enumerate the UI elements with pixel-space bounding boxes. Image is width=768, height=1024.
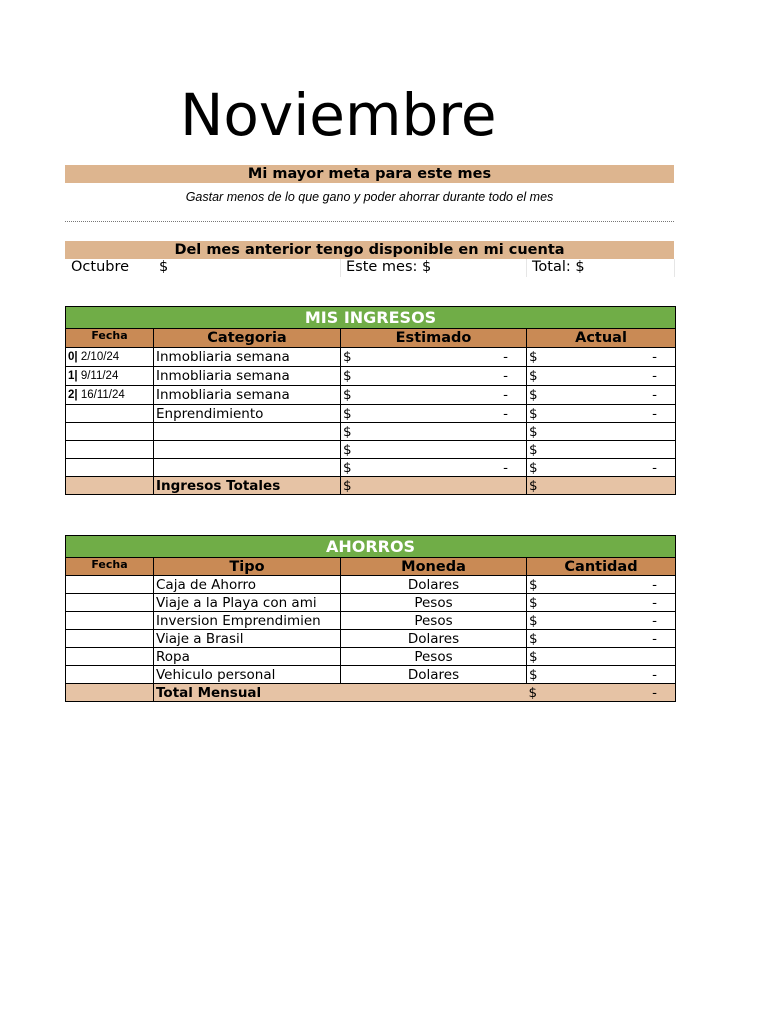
currency-symbol: $ xyxy=(529,459,538,476)
currency-cell: Pesos xyxy=(341,594,527,612)
table-row xyxy=(66,405,676,423)
col-header-category: Categoria xyxy=(154,329,341,348)
col-header-amount: Cantidad xyxy=(527,558,676,576)
amount-value: - xyxy=(503,368,508,384)
category-cell: Inmobliaria semana xyxy=(154,386,341,405)
currency-symbol: $ xyxy=(343,387,352,403)
income-total-actual: $ xyxy=(527,477,676,495)
amount-value: - xyxy=(652,630,658,647)
total-label: Total: $ xyxy=(532,259,585,275)
currency-symbol: $ xyxy=(529,368,538,384)
row-index: 1| xyxy=(68,370,78,382)
currency-symbol: $ xyxy=(529,576,538,593)
type-cell: Caja de Ahorro xyxy=(154,576,341,594)
goal-heading: Mi mayor meta para este mes xyxy=(65,165,674,183)
cell-divider xyxy=(340,259,341,277)
col-header-currency: Moneda xyxy=(341,558,527,576)
amount-value: - xyxy=(652,459,658,476)
date-cell xyxy=(66,441,154,459)
currency-symbol: $ xyxy=(529,594,538,611)
date-cell xyxy=(66,594,154,612)
empty-cell xyxy=(66,684,154,702)
amount-value: - xyxy=(652,666,658,683)
category-cell: Inmobliaria semana xyxy=(154,367,341,386)
table-row xyxy=(66,367,676,386)
estimated-cell xyxy=(341,441,527,459)
date-cell xyxy=(66,666,154,684)
amount-value: - xyxy=(652,405,658,422)
row-index: 2| xyxy=(68,389,78,401)
table-row xyxy=(66,594,676,612)
currency-cell: Dolares xyxy=(341,576,527,594)
category-cell xyxy=(154,423,341,441)
income-total-row xyxy=(66,477,676,495)
currency-symbol: $ xyxy=(343,459,352,476)
previous-heading: Del mes anterior tengo disponible en mi cuenta xyxy=(65,241,674,259)
category-cell xyxy=(154,441,341,459)
row-date: 9/11/24 xyxy=(80,370,119,382)
table-row xyxy=(66,348,676,367)
currency-symbol: $ xyxy=(529,612,538,629)
date-cell xyxy=(66,367,154,386)
actual-cell xyxy=(527,405,676,423)
currency-symbol: $ xyxy=(529,423,538,440)
estimated-cell xyxy=(341,348,527,367)
income-section-title: MIS INGRESOS xyxy=(66,307,676,329)
estimated-cell xyxy=(341,459,527,477)
table-row xyxy=(66,630,676,648)
table-row xyxy=(66,648,676,666)
table-row xyxy=(66,386,676,405)
income-total-label: Ingresos Totales xyxy=(154,477,341,495)
amount-value: - xyxy=(503,405,508,422)
goal-text: Gastar menos de lo que gano y poder ahorrar durante todo el mes xyxy=(185,190,554,204)
amount-cell xyxy=(527,612,676,630)
amount-value: - xyxy=(652,368,658,384)
previous-currency: $ xyxy=(159,259,169,275)
savings-total-amount xyxy=(527,684,676,702)
table-row xyxy=(66,459,676,477)
currency-symbol: $ xyxy=(343,441,352,458)
actual-cell xyxy=(527,367,676,386)
type-cell: Inversion Emprendimien xyxy=(154,612,341,630)
date-cell xyxy=(66,612,154,630)
this-month-label: Este mes: $ xyxy=(346,259,432,275)
currency-symbol: $ xyxy=(529,441,538,458)
currency-cell: Dolares xyxy=(341,666,527,684)
type-cell: Viaje a la Playa con ami xyxy=(154,594,341,612)
amount-value: - xyxy=(652,387,658,403)
col-header-date: Fecha xyxy=(66,329,154,348)
table-row xyxy=(66,612,676,630)
estimated-cell xyxy=(341,367,527,386)
col-header-date: Fecha xyxy=(66,558,154,576)
currency-symbol: $ xyxy=(343,349,352,365)
savings-total-label: Total Mensual xyxy=(154,684,527,702)
savings-total-row xyxy=(66,684,676,702)
currency-symbol: $ xyxy=(529,405,538,422)
col-header-type: Tipo xyxy=(154,558,341,576)
category-cell: Inmobliaria semana xyxy=(154,348,341,367)
empty-cell xyxy=(66,477,154,495)
amount-value: - xyxy=(652,594,658,611)
category-cell: Enprendimiento xyxy=(154,405,341,423)
row-date: 16/11/24 xyxy=(80,389,125,401)
type-cell: Ropa xyxy=(154,648,341,666)
col-header-estimated: Estimado xyxy=(341,329,527,348)
date-cell xyxy=(66,348,154,367)
estimated-cell xyxy=(341,386,527,405)
currency-symbol: $ xyxy=(529,666,538,683)
savings-table xyxy=(65,535,676,702)
date-cell xyxy=(66,423,154,441)
actual-cell xyxy=(527,348,676,367)
date-cell xyxy=(66,576,154,594)
type-cell: Vehiculo personal xyxy=(154,666,341,684)
savings-section-title: AHORROS xyxy=(66,536,676,558)
cell-divider xyxy=(674,259,675,277)
amount-value: - xyxy=(652,349,658,365)
type-cell: Viaje a Brasil xyxy=(154,630,341,648)
currency-symbol: $ xyxy=(529,630,538,647)
date-cell xyxy=(66,386,154,405)
amount-cell xyxy=(527,594,676,612)
table-row xyxy=(66,423,676,441)
date-cell xyxy=(66,630,154,648)
col-header-actual: Actual xyxy=(527,329,676,348)
amount-cell xyxy=(527,630,676,648)
currency-symbol: $ xyxy=(343,405,352,422)
estimated-cell xyxy=(341,423,527,441)
amount-value: - xyxy=(503,459,508,476)
amount-cell xyxy=(527,648,676,666)
actual-cell xyxy=(527,423,676,441)
previous-month-label: Octubre xyxy=(71,259,130,275)
table-row xyxy=(66,666,676,684)
amount-cell xyxy=(527,666,676,684)
income-table xyxy=(65,306,676,495)
currency-cell: Dolares xyxy=(341,630,527,648)
currency-symbol: $ xyxy=(343,368,352,384)
amount-cell xyxy=(527,576,676,594)
category-cell xyxy=(154,459,341,477)
date-cell xyxy=(66,405,154,423)
amount-value: - xyxy=(652,612,658,629)
row-date: 2/10/24 xyxy=(80,351,120,363)
actual-cell xyxy=(527,386,676,405)
currency-cell: Pesos xyxy=(341,612,527,630)
divider xyxy=(65,221,674,222)
amount-value: - xyxy=(503,387,508,403)
amount-value: - xyxy=(652,576,658,593)
currency-symbol: $ xyxy=(529,387,538,403)
row-index: 0| xyxy=(68,351,78,363)
actual-cell xyxy=(527,459,676,477)
cell-divider xyxy=(526,259,527,277)
income-total-estimated: $ xyxy=(341,477,527,495)
currency-symbol: $ xyxy=(529,648,538,665)
amount-value: - xyxy=(503,349,508,365)
estimated-cell xyxy=(341,405,527,423)
currency-symbol: $ xyxy=(343,423,352,440)
currency-symbol: $ xyxy=(529,349,538,365)
amount-value: - xyxy=(652,684,658,701)
table-row xyxy=(66,441,676,459)
table-row xyxy=(66,576,676,594)
actual-cell xyxy=(527,441,676,459)
currency-symbol: $ xyxy=(528,684,538,701)
currency-cell: Pesos xyxy=(341,648,527,666)
date-cell xyxy=(66,648,154,666)
date-cell xyxy=(66,459,154,477)
page-title: Noviembre xyxy=(180,81,497,149)
